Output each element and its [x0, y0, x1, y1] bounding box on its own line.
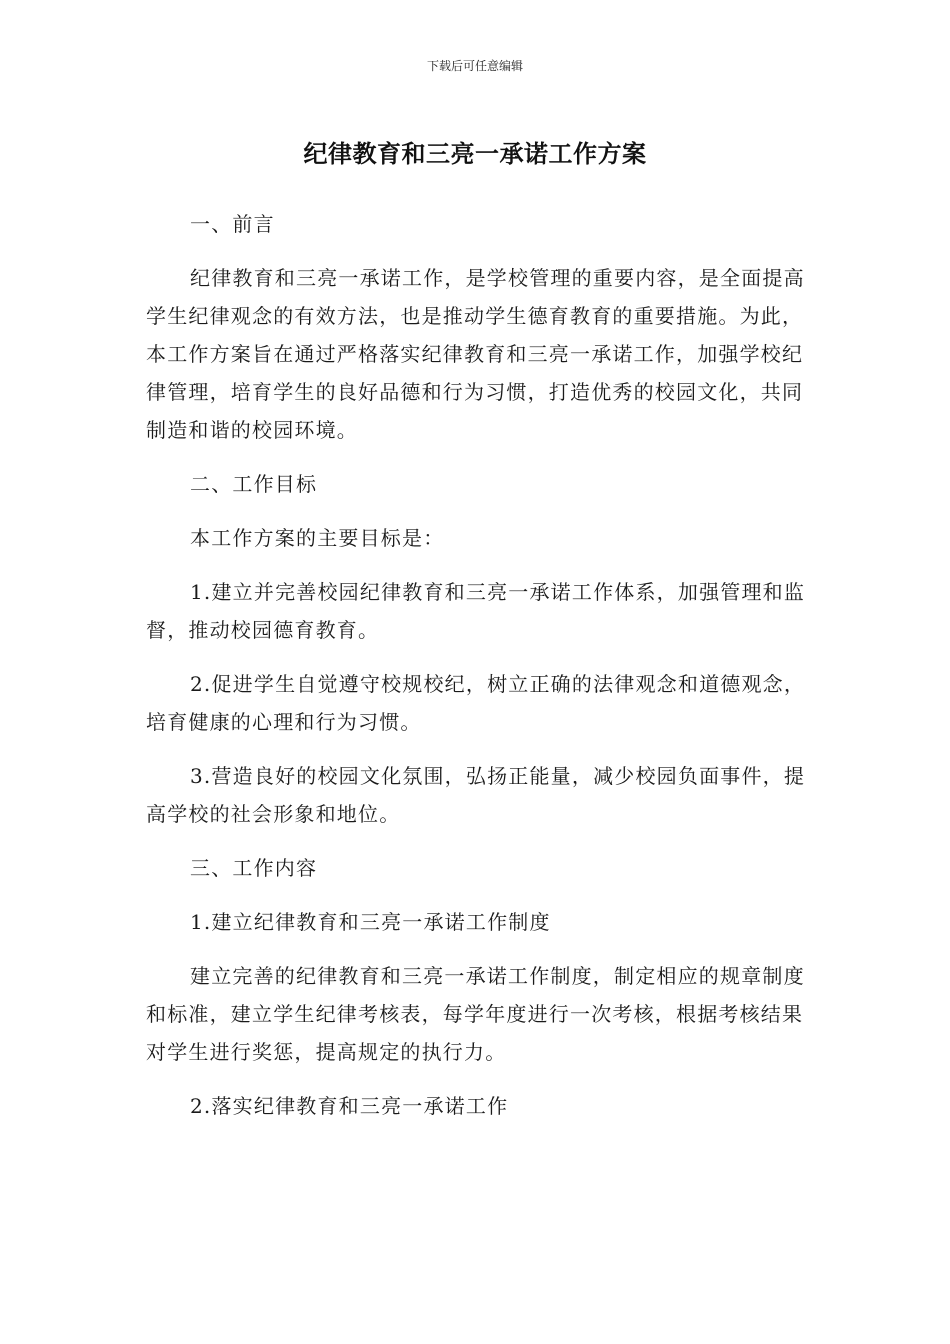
paragraph-goal-2: 2.促进学生自觉遵守校规校纪，树立正确的法律观念和道德观念，培育健康的心理和行为习惯。: [146, 672, 806, 734]
document-body: [146, 205, 806, 1125]
section-heading-goals: 二、工作目标: [190, 472, 318, 496]
header-note: 下载后可任意编辑: [426, 59, 523, 73]
paragraph-content-1-title: 1.建立纪律教育和三亮一承诺工作制度: [190, 910, 551, 934]
paragraph-content-1-body: 建立完善的纪律教育和三亮一承诺工作制度，制定相应的规章制度和标准，建立学生纪律考核表，每学年度进行一次考核，根据考核结果对学生进行奖惩，提高规定的执行力。: [146, 964, 805, 1064]
paragraph-goal-3: 3.营造良好的校园文化氛围，弘扬正能量，减少校园负面事件，提高学校的社会形象和地位。: [146, 764, 806, 826]
paragraph-preface: 纪律教育和三亮一承诺工作，是学校管理的重要内容，是全面提高学生纪律观念的有效方法，也是推动学生德育教育的重要措施。为此，本工作方案旨在通过严格落实纪律教育和三亮一承诺工作，加强学校纪律管理，培育学生的良好品德和行为习惯，打造优秀的校园文化，共同制造和谐的校园环境。: [146, 266, 805, 442]
section-heading-content: 三、工作内容: [190, 856, 318, 880]
paragraph-content-2-title: 2.落实纪律教育和三亮一承诺工作: [190, 1094, 509, 1118]
paragraph-goals-intro: 本工作方案的主要目标是：: [190, 526, 445, 550]
document-title: 纪律教育和三亮一承诺工作方案: [303, 140, 647, 168]
section-heading-preface: 一、前言: [190, 212, 275, 236]
paragraph-goal-1: 1.建立并完善校园纪律教育和三亮一承诺工作体系，加强管理和监督，推动校园德育教育。: [146, 580, 806, 642]
